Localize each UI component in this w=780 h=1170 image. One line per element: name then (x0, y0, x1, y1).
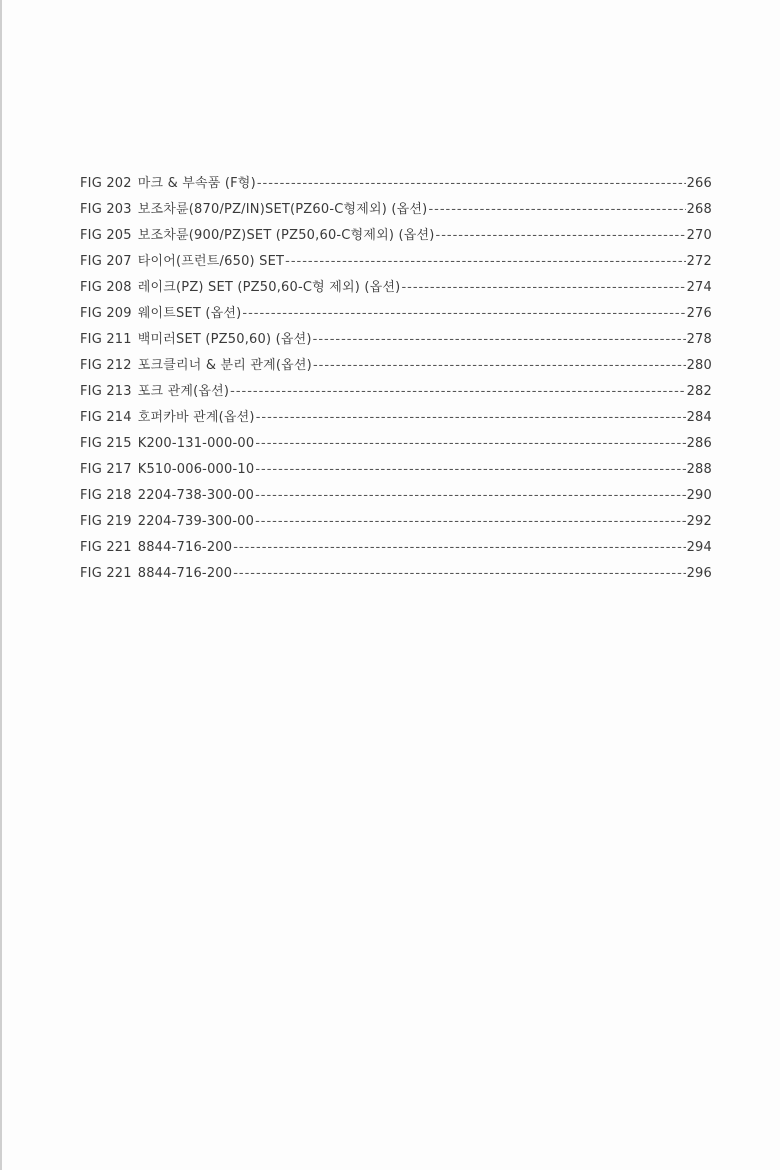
toc-page-number: 276 (686, 306, 712, 321)
toc-entry (80, 171, 712, 197)
page-edge (0, 0, 2, 1170)
toc-leader (230, 379, 685, 405)
toc-page-number: 294 (686, 540, 712, 555)
toc-page-number: 290 (686, 488, 712, 503)
toc-fig-number: FIG 219 (80, 514, 132, 529)
toc-entry (80, 405, 712, 431)
toc-fig-number: FIG 215 (80, 436, 132, 451)
toc-entry (80, 197, 712, 223)
toc-title: 8844-716-200 (137, 566, 233, 581)
toc-page-number: 288 (686, 462, 712, 477)
toc-entry (80, 223, 712, 249)
toc-page-number: 286 (686, 436, 712, 451)
toc-leader (255, 457, 685, 483)
toc-leader (285, 249, 685, 275)
toc-leader (428, 197, 685, 223)
toc-entry (80, 431, 712, 457)
toc-leader (242, 301, 685, 327)
toc-page-number: 278 (686, 332, 712, 347)
toc-page-number: 274 (686, 280, 712, 295)
toc-page-number: 270 (686, 228, 712, 243)
toc-entry (80, 353, 712, 379)
toc-title: 보조차륜(870/PZ/IN)SET(PZ60-C형제외) (옵션) (137, 202, 428, 217)
toc-leader (313, 353, 686, 379)
toc-entry (80, 509, 712, 535)
toc-fig-number: FIG 202 (80, 176, 132, 191)
toc-leader (233, 535, 685, 561)
toc-page-number: 292 (686, 514, 712, 529)
toc-fig-number: FIG 221 (80, 540, 132, 555)
toc-leader (256, 405, 686, 431)
toc-title: 8844-716-200 (137, 540, 233, 555)
toc-title: 보조차륜(900/PZ)SET (PZ50,60-C형제외) (옵션) (137, 228, 435, 243)
toc-fig-number: FIG 213 (80, 384, 132, 399)
toc-leader (255, 483, 686, 509)
toc-title: 2204-738-300-00 (137, 488, 255, 503)
toc-title: 레이크(PZ) SET (PZ50,60-C형 제외) (옵션) (137, 280, 401, 295)
toc-leader (436, 223, 686, 249)
toc-page-number: 296 (686, 566, 712, 581)
table-of-contents (80, 171, 712, 587)
toc-entry (80, 275, 712, 301)
toc-fig-number: FIG 207 (80, 254, 132, 269)
toc-title: K200-131-000-00 (137, 436, 255, 451)
toc-entry (80, 301, 712, 327)
toc-leader (257, 171, 686, 197)
toc-fig-number: FIG 211 (80, 332, 132, 347)
toc-entry (80, 327, 712, 353)
toc-fig-number: FIG 208 (80, 280, 132, 295)
toc-page-number: 282 (686, 384, 712, 399)
toc-page-number: 266 (686, 176, 712, 191)
toc-entry (80, 483, 712, 509)
toc-page-number: 284 (686, 410, 712, 425)
toc-fig-number: FIG 205 (80, 228, 132, 243)
toc-leader (255, 431, 685, 457)
toc-entry (80, 561, 712, 587)
toc-title: 백미러SET (PZ50,60) (옵션) (137, 332, 312, 347)
toc-title: 타이어(프런트/650) SET (137, 254, 285, 269)
toc-fig-number: FIG 214 (80, 410, 132, 425)
toc-fig-number: FIG 209 (80, 306, 132, 321)
toc-title: 마크 & 부속품 (F형) (137, 176, 256, 191)
toc-fig-number: FIG 217 (80, 462, 132, 477)
toc-title: 2204-739-300-00 (137, 514, 255, 529)
toc-fig-number: FIG 218 (80, 488, 132, 503)
toc-leader (255, 509, 686, 535)
toc-fig-number: FIG 212 (80, 358, 132, 373)
toc-title: 포크 관계(옵션) (137, 384, 230, 399)
toc-entry (80, 457, 712, 483)
toc-page-number: 268 (686, 202, 712, 217)
toc-page-number: 272 (686, 254, 712, 269)
toc-title: 웨이트SET (옵션) (137, 306, 242, 321)
toc-entry (80, 535, 712, 561)
toc-entry (80, 249, 712, 275)
toc-fig-number: FIG 203 (80, 202, 132, 217)
toc-leader (401, 275, 685, 301)
toc-page-number: 280 (686, 358, 712, 373)
toc-leader (233, 561, 685, 587)
toc-entry (80, 379, 712, 405)
toc-leader (313, 327, 686, 353)
toc-fig-number: FIG 221 (80, 566, 132, 581)
toc-title: 포크클리너 & 분리 관계(옵션) (137, 358, 312, 373)
toc-title: K510-006-000-10 (137, 462, 255, 477)
toc-title: 호퍼카바 관계(옵션) (137, 410, 255, 425)
